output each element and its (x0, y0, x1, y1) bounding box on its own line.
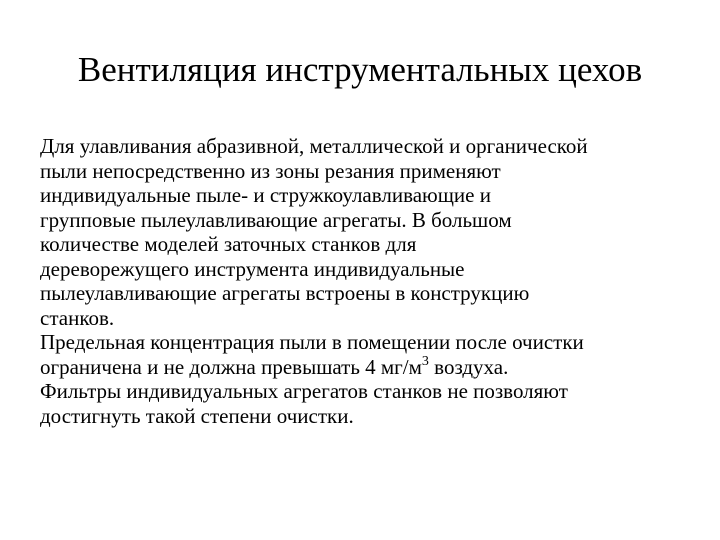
text-line: дереворежущего инструмента индивидуальные (40, 256, 465, 281)
text-line: групповые пылеулавливающие агрегаты. В большом (40, 207, 512, 232)
text-line: индивидуальные пыле- и стружкоулавливающие и (40, 183, 491, 207)
text-line: Фильтры индивидуальных агрегатов станков не позволяют (40, 379, 568, 403)
paragraph-dust-collection (40, 134, 712, 330)
text-line: количестве моделей заточных станков для (40, 232, 417, 256)
text-segment: ограничена и не должна превышать 4 мг/м (40, 354, 422, 379)
slide-title: Вентиляция инструментальных цехов (77, 50, 643, 89)
text-line-with-unit (40, 353, 712, 380)
text-line: станков. (40, 305, 115, 330)
text-segment: воздуха. (428, 354, 509, 379)
slide-body (40, 134, 712, 428)
text-line: Предельная концентрация пыли в помещении после очистки (40, 330, 584, 354)
text-line: пылеулавливающие агрегаты встроены в конструкцию (40, 281, 530, 305)
text-line: пыли непосредственно из зоны резания применяют (40, 158, 501, 183)
paragraph-dust-concentration (40, 330, 712, 428)
text-line: достигнуть такой степени очистки. (40, 403, 354, 428)
superscript-exponent: 3 (421, 353, 429, 369)
text-line: Для улавливания абразивной, металлической и органической (40, 134, 588, 158)
